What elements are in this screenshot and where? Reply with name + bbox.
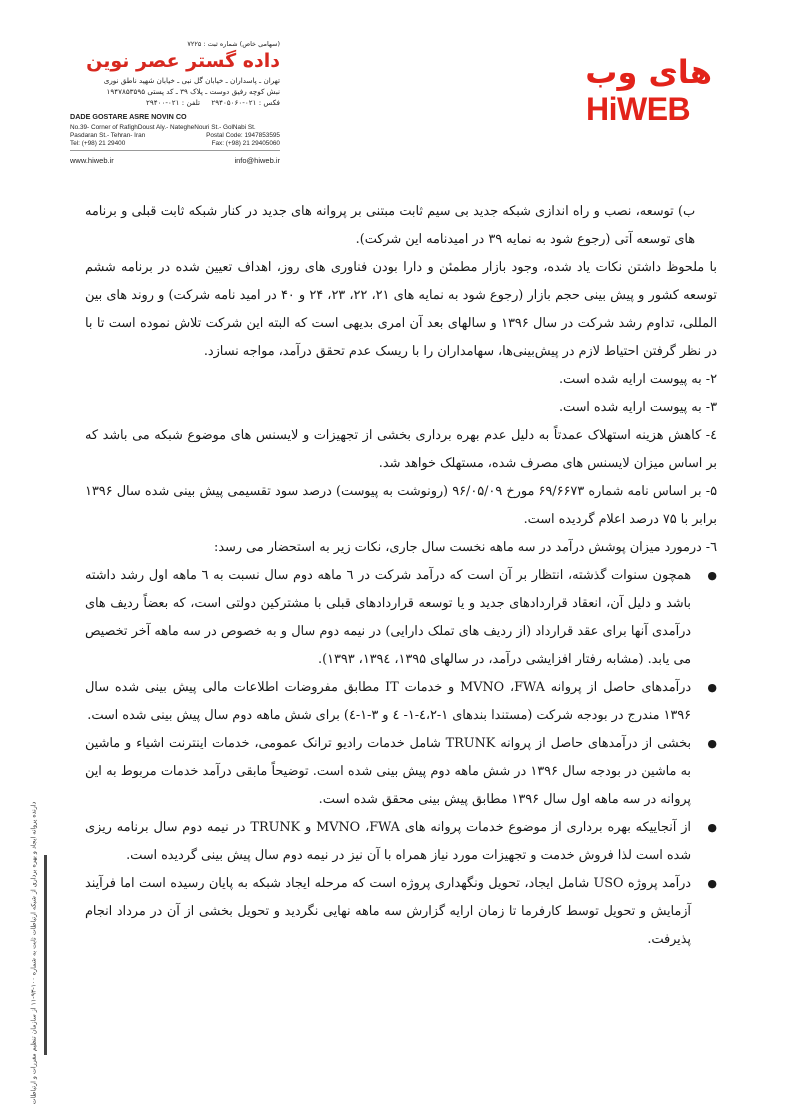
hiweb-logo-fa: های وب <box>585 53 712 91</box>
fax-fa: فکس : ۰۲۱-۲۹۴۰۵۰۶۰ <box>211 98 280 107</box>
bullet-item: ● درآمد پروژه USO شامل ایجاد، تحویل ونگهداری پروژه است که مرحله ایجاد شبکه به پایان رسیده است اما فرآیند آزمایش و تحویل توسط کارفرما تا زمان ارایه گزارش سه ماهه نهایی نگردید و تحویل بخشی از آن در مرداد انجام پذیرفت. <box>85 870 717 954</box>
license-side-note <box>27 801 41 1104</box>
address-en-line-2: Pasdaran St.- Tehran- Iran <box>70 132 146 139</box>
bullet-item: ● همچون سنوات گذشته، انتظار بر آن است که درآمد شرکت در ٦ ماهه دوم سال نسبت به ٦ ماهه اول رشد داشته باشد و دلیل آن، انعقاد قراردادهای جدید و یا توسعه قراردادهای قبلی با مشترکین دولتی است، که بعضاً ردیف های درآمدی آنها برای عقد قرارداد (از ردیف های تملک دارایی) در نیمه دوم سال و به خصوص در سه ماهه آخر تخصیص می یابد. (مشابه رفتار افزایشی درآمد، در سالهای ۱۳۹۵، ۱۳۹٤، ۱۳۹۳). <box>85 562 717 674</box>
registration-number: (سهامی خاص) شماره ثبت : ۷۲۲۵ <box>187 40 280 48</box>
company-name-en: DADE GOSTARE ASRE NOVIN CO <box>70 112 187 121</box>
letterhead-divider <box>70 150 280 151</box>
paragraph-market: با ملحوظ داشتن نکات یاد شده، وجود بازار مطمئن و دارا بودن فناوری های روز، اهداف تعیین شده در برنامه ششم توسعه کشور و پیش بینی حجم بازار (رجوع شود به نمایه های ۲۱، ۲۲، ۲۳، ۲۴ و ۴۰ در امید نامه شرکت) و روند های بین المللی، تداوم رشد شرکت در سال ۱۳۹۶ و سالهای بعد آن امری بدیهی است که البته این شرکت تلاش نموده است تا با در نظر گرفتن احتیاط لازم در پیش‌بینی‌ها، سهامداران را با ریسک عدم تحقق درآمد، مواجه نسازد. <box>85 260 717 359</box>
item-5: ۵- بر اساس نامه شماره ۶۹/۶۶۷۳ مورخ ۹۶/۰۵/۰۹ (رونوشت به پیوست) درصد سود تقسیمی پیش بینی شده سال ۱۳۹۶ برابر با ۷۵ درصد اعلام گردیده است. <box>85 484 717 527</box>
address-fa-line-2: نبش کوچه رفیق دوست ـ پلاک ۳۹ ـ کد پستی ۱۹۴۷۸۵۳۵۹۵ <box>106 87 280 96</box>
hiweb-logo <box>586 55 726 127</box>
side-bar-divider <box>44 855 47 1055</box>
item-6: ٦- درمورد میزان پوشش درآمد در سه ماهه نخست سال جاری، نکات زیر به استحضار می رسد: <box>214 540 717 555</box>
address-en-line-1: No.39- Corner of RafighDoust Aly.- NategheNouri St.- GolNabi St. <box>70 124 256 131</box>
tel-en: Tel: (+98) 21 29400 <box>70 140 126 147</box>
website-link[interactable]: www.hiweb.ir <box>70 156 114 165</box>
item-3: ۳- به پیوست ارایه شده است. <box>558 400 717 415</box>
bullet-item: ● درآمدهای حاصل از پروانه MVNO ،FWA و خدمات IT مطابق مفروضات اطلاعات مالی پیش بینی شده سال ۱۳۹۶ مندرج در بودجه شرکت (مستندا بندهای ۱-٤،۲-۱- ٤ و ۳-۱-٤) برای شش ماهه دوم سال پیش بینی شده است. <box>85 674 717 730</box>
postal-code-en: Postal Code: 1947853595 <box>206 132 280 139</box>
item-2: ۲- به پیوست ارایه شده است. <box>558 372 717 387</box>
phone-fa: تلفن : ۰۲۱-۲۹۴۰۰ <box>146 98 200 107</box>
email-link[interactable]: info@hiweb.ir <box>234 156 280 165</box>
address-fa-line-1: تهران ـ پاسداران ـ خیابان گل نبی ـ خیابان شهید ناطق نوری <box>103 76 280 85</box>
item-b: ب) توسعه، نصب و راه اندازی شبکه جدید بی سیم ثابت مبتنی بر پروانه های جدید در کنار شبکه ثابت قبلی و برنامه های توسعه آتی (رجوع شود به نمایه ۳۹ در امیدنامه این شرکت). <box>85 204 695 247</box>
letter-body <box>85 198 717 954</box>
bullet-item: ● بخشی از درآمدهای حاصل از پروانه TRUNK شامل خدمات رادیو ترانک عمومی، خدمات اینترنت اشیاء و ماشین به ماشین در بودجه سال ۱۳۹۶ در شش ماهه دوم پیش بینی شده است. توضیحاً مابقی درآمد خدمات مربوط به این پروانه در سه ماهه اول سال ۱۳۹۶ مطابق پیش بینی محقق شده است. <box>85 730 717 814</box>
fax-en: Fax: (+98) 21 29405060 <box>211 140 280 147</box>
bullet-item: ● از آنجاییکه بهره برداری از موضوع خدمات پروانه های MVNO ،FWA و TRUNK در نیمه دوم سال برنامه ریزی شده است لذا فروش خدمت و تجهیزات مورد نیاز همراه با آن نیز در نیمه دوم سال پیش بینی گردیده است. <box>85 814 717 870</box>
hiweb-logo-en: HiWEB <box>586 91 691 127</box>
item-4: ٤- کاهش هزینه استهلاک عمدتاً به دلیل عدم بهره برداری بخشی از تجهیزات و لایسنس های موضوع شبکه می باشد که بر اساس میزان لایسنس های مصرف شده، مستهلک خواهد شد. <box>85 428 717 471</box>
company-logo-fa: داده گستر عصر نوین <box>86 50 280 72</box>
license-side-note-text: دارنده پروانه ایجاد و بهره برداری از شبکه ارتباطات ثابت به شماره ۱۰۰-۹۳-۱۱ از سازمان تنظیم مقررات و ارتباطات <box>30 801 38 1104</box>
revenue-bullet-list <box>85 562 717 954</box>
